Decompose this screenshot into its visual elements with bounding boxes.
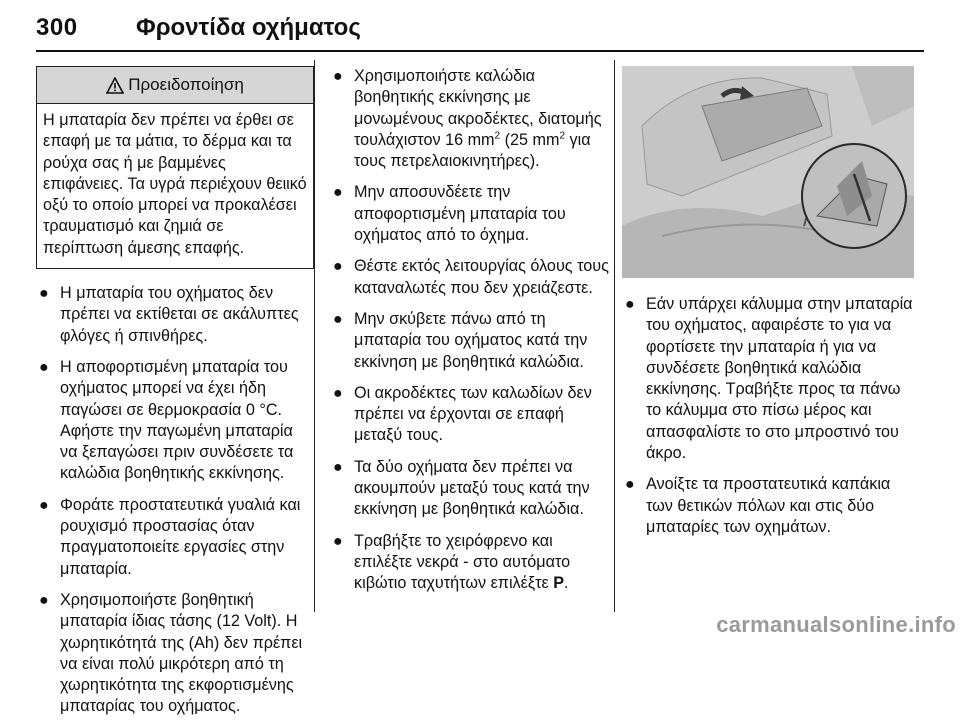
list-item: ● Χρησιμοποιήστε καλώδια βοηθητικής εκκίνησης με μονωμένους ακροδέκτες, διατομής τουλάχιστον 16 $mm^2$ (25 $mm^2$ για τους πετρελαιοκινητήρες). — [333, 67, 602, 171]
bullet-icon: ● — [625, 296, 635, 313]
column-divider — [314, 60, 315, 612]
list-item: ● Εάν υπάρχει κάλυμμα στην μπαταρία του οχήματος, αφαιρέστε το για να φορτίσετε την μπαταρία ή για να συνδέσετε βοηθητικά καλώδια εκκίνησης. Τραβήξτε προς τα πάνω το κάλυμμα στο πίσω μέρος και απασφαλίστε το στο μπροστινό του άκρο. — [625, 295, 913, 463]
header-rule — [36, 50, 924, 52]
bullet-icon: ● — [333, 68, 343, 85]
battery-cover-illustration — [622, 66, 914, 278]
column-2 — [330, 66, 612, 605]
bullet-list — [330, 66, 612, 595]
bullet-icon: ● — [625, 476, 635, 494]
list-item: ● Χρησιμοποιήστε βοηθητική μπαταρία ίδιας τάσης (12 Volt). Η χωρητικότητά της (Ah) δεν πρέπει να είναι πολύ μικρότερη από τη χωρητικότητα της εκφορτισμένης μπαταρίας του οχήματος. — [39, 590, 303, 716]
list-item: ● Μην αποσυνδέετε την αποφορτισμένη μπαταρία του οχήματος από το όχημα. — [333, 183, 566, 245]
column-3 — [622, 66, 914, 548]
list-item: ● Η αποφορτισμένη μπαταρία του οχήματος μπορεί να έχει ήδη παγώσει σε θερμοκρασία 0 °C. Αφήστε την παγωμένη μπαταρία να ξεπαγώσει πριν συνδέσετε τα καλώδια βοηθητικής εκκίνησης. — [39, 357, 294, 483]
page-title: Φροντίδα οχήματος — [136, 14, 361, 41]
list-item: ● Μην σκύβετε πάνω από τη μπαταρία του οχήματος κατά την εκκίνηση με βοηθητικά καλώδια. — [333, 309, 588, 371]
warning-header — [37, 67, 313, 104]
bullet-list — [36, 283, 314, 718]
list-item: ● Φοράτε προστατευτικά γυαλιά και ρουχισμό προστασίας όταν πραγματοποιείτε εργασίες στην μπαταρία. — [39, 495, 301, 578]
bullet-icon: ● — [333, 532, 343, 550]
list-item: ● Η μπαταρία του οχήματος δεν πρέπει να εκτίθεται σε ακάλυπτες φλόγες ή σπινθήρες. — [39, 284, 299, 345]
bullet-icon: ● — [333, 310, 343, 328]
column-divider — [614, 60, 615, 612]
list-item: ● Οι ακροδέκτες των καλωδίων δεν πρέπει να έρχονται σε επαφή μεταξύ τους. — [333, 383, 592, 445]
bullet-icon: ● — [333, 258, 343, 276]
watermark: carmanualsonline.info — [716, 612, 956, 637]
list-item: ● Θέστε εκτός λειτουργίας όλους τους καταναλωτές που δεν χρειάζεστε. — [333, 257, 609, 297]
bullet-icon: ● — [39, 591, 49, 609]
bullet-icon: ● — [39, 285, 49, 303]
bullet-icon: ● — [333, 184, 343, 202]
list-item: ● Τα δύο οχήματα δεν πρέπει να ακουμπούν μεταξύ τους κατά την εκκίνηση με βοηθητικά καλώδια. — [333, 457, 590, 519]
page-number: 300 — [36, 14, 78, 41]
list-item: ● Ανοίξτε τα προστατευτικά καπάκια των θετικών πόλων και στις δύο μπαταρίες των οχημάτων. — [625, 475, 891, 536]
warning-text: Η μπαταρία δεν πρέπει να έρθει σε επαφή με τα μάτια, το δέρμα και τα ρούχα σας ή με βαμμένες επιφάνειες. Τα υγρά περιέχουν θειικό οξύ το οποίο μπορεί να προκαλέσει τραυματισμό και ζημιά σε περίπτωση άμεσης επαφής. — [43, 111, 307, 257]
gear-letter: P — [553, 574, 565, 593]
list-item: ● Τραβήξτε το χειρόφρενο και επιλέξτε νεκρά - στο αυτόματο κιβώτιο ταχυτήτων επιλέξτε P. — [333, 531, 571, 593]
warning-triangle-icon — [106, 77, 124, 94]
bullet-list — [622, 294, 914, 538]
bullet-icon: ● — [39, 358, 49, 376]
warning-title: Προειδοποίηση — [128, 75, 244, 95]
warning-box — [36, 66, 314, 269]
page-header — [36, 8, 924, 52]
bullet-icon: ● — [333, 458, 343, 476]
bullet-icon: ● — [333, 384, 343, 402]
column-1 — [36, 66, 314, 728]
bullet-icon: ● — [39, 496, 49, 514]
